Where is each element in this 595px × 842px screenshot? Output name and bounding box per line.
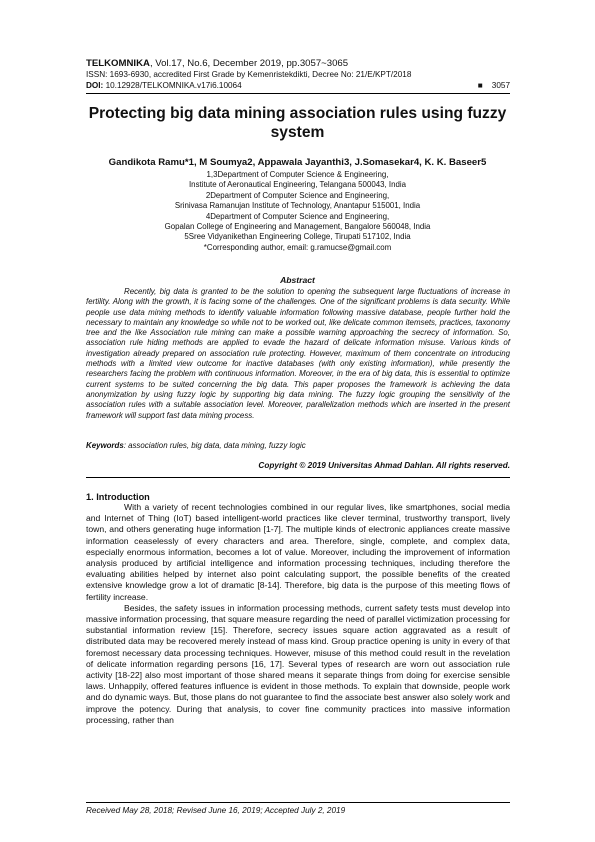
- doi-label: DOI:: [86, 81, 104, 90]
- paper-title: Protecting big data mining association rules using fuzzy system: [88, 105, 507, 141]
- journal-name: TELKOMNIKA: [86, 58, 150, 69]
- section-heading: 1. Introduction: [86, 492, 150, 502]
- received-dates: Received May 28, 2018; Revised June 16, 2019; Accepted July 2, 2019: [86, 806, 346, 815]
- doi-line: [86, 81, 510, 90]
- doi-value: 10.12928/TELKOMNIKA.v17i6.10064: [103, 81, 242, 90]
- affiliation-line: Srinivasa Ramanujan Institute of Technology, Anantapur 515001, India: [174, 201, 421, 211]
- abstract-heading: Abstract: [280, 275, 315, 285]
- keywords: [86, 441, 510, 450]
- corresponding-author: *Corresponding author, email: g.ramucse@gmail.com: [203, 242, 392, 252]
- copyright-notice: Copyright © 2019 Universitas Ahmad Dahlan. All rights reserved.: [258, 461, 510, 470]
- affiliation-line: 4Department of Computer Science and Engineering,: [205, 211, 390, 221]
- footer-divider: [86, 802, 510, 803]
- affiliation-line: Gopalan College of Engineering and Management, Bangalore 560048, India: [164, 222, 431, 232]
- affiliation-line: 5Sree Vidyanikethan Engineering College, Tirupati 517102, India: [184, 232, 411, 242]
- keywords-label: Keywords: [86, 441, 124, 450]
- journal-details: , Vol.17, No.6, December 2019, pp.3057~3065: [149, 58, 349, 69]
- introduction-body: [86, 502, 510, 726]
- author-list: Gandikota Ramu*1, M Soumya2, Appawala Jayanthi3, J.Somasekar4, K. K. Baseer5: [108, 157, 487, 168]
- header-divider: [86, 93, 510, 94]
- page-number-block: [478, 81, 510, 90]
- affiliation-line: 2Department of Computer Science and Engineering,: [205, 190, 390, 200]
- body-paragraph: With a variety of recent technologies combined in our regular lives, like smartphones, social media and Internet of Thing (IoT) based intelligent-world practices like clever terminal, trustworthy transport, lively town, and others generating huge information [1-7]. The multiple kinds of electronic appliances create massive information ceaselessly of every characters and area. Therefore, single, complete, and complex data, especially enormous information, becomes a lot of value. Moreover, including the improvement of information analysis produced by artificial intelligence and information processing techniques, including therefore the evaluating abilities helped by internet also point calculating support, the possible benefits of the created extensive knowledge grow a lot of dramatic [8-14]. Therefore, big data is the purpose of this meeting flows of fertility increase.: [86, 502, 510, 602]
- abstract-text: Recently, big data is granted to be the solution to opening the subsequent large fluctuations of increase in fertility. Along with the growth, it is facing some of the challenges. One of the significant problems is data security. While people use data mining methods to identify valuable information following massive database, people further hold the necessary to maintain any knowledge so while not to be worked out, like delicate common itemsets, practices, taxonomy tree and the like Association rule mining can make a possible warning approaching the secrecy of information. So, association rule hiding methods are applied to evade the hazard of delicate information misuse. Various kinds of investigation already prepared on association rule protecting. However, maximum of them concentrate on introducing methods with a limited view outcome for inactive databases (with only existing information), while presently the researchers facing the problem with continuous information. Moreover, in the era of big data, this is essential to optimize current systems to be suited concerning the big data. This paper proposes the framework is achieving the data anonymization by using fuzzy logic by supporting big data mining. The fuzzy logic grouping the sensitivity of the association rules with a suitable association level. Moreover, parallelization methods which are inserted in the present framework will support fast data mining process.: [86, 287, 510, 420]
- affiliation-line: Institute of Aeronautical Engineering, Telangana 500043, India: [188, 180, 406, 190]
- keywords-text: : association rules, big data, data mining, fuzzy logic: [123, 441, 306, 450]
- copyright-divider: [86, 477, 510, 478]
- journal-header: [86, 58, 348, 69]
- affiliation-line: 1,3Department of Computer Science & Engineering,: [206, 170, 389, 179]
- square-bullet-icon: ■: [477, 81, 483, 90]
- page-number: 3057: [491, 81, 510, 90]
- affiliations: [60, 170, 535, 253]
- issn-line: ISSN: 1693-6930, accredited First Grade by Kemenristekdikti, Decree No: 21/E/KPT/2018: [86, 70, 412, 79]
- body-paragraph: Besides, the safety issues in information processing methods, current safety tests must develop into massive information processing, that square measure regarding the need of parallel victimization processing for substantial information review [15]. Therefore, secrecy issues square action aggravated as a result of distributed data may be recovered merely instead of mass kind. Group practice opening is unity in every of that foremost necessary data processing techniques. However, misuse of this method could result in the revelation of delicate information regarding persons [16, 17]. Several types of research are worn out association rule activity [18-22] also most important of those shared means it separate things from doing for exercise sensible laws. Unhappily, offered features influence is evident in those methods. To explain that downside, people work and do dynamic ways. But, those plans do not guarantee to find the associate best answer also solely work and improve the potency. During that analysis, to cover fine community practices into massive information processing, rather than: [86, 602, 510, 725]
